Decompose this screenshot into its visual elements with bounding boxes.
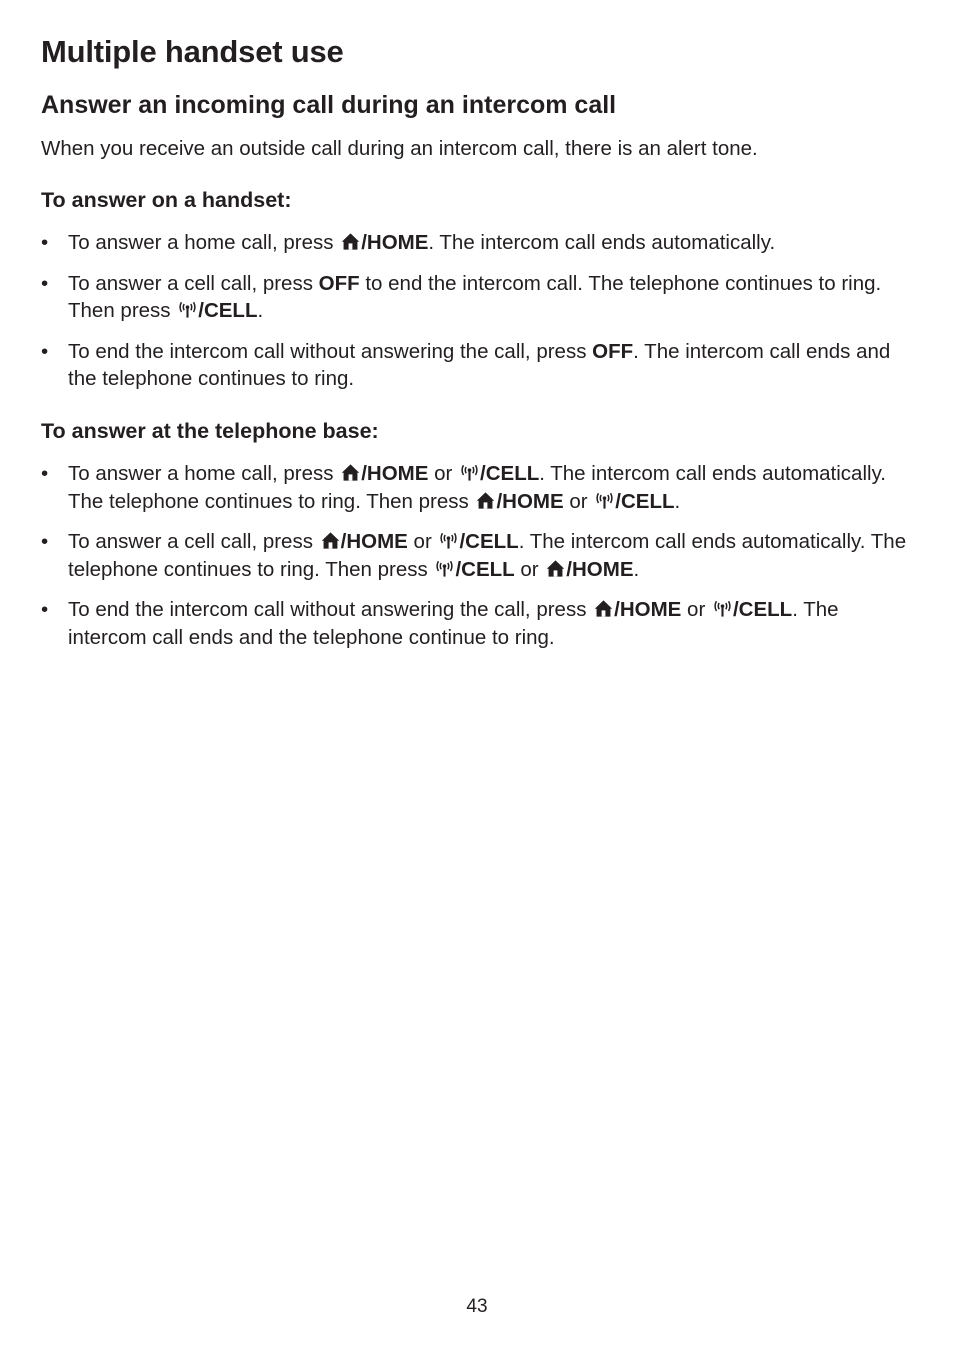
list-item: • To answer a cell call, press OFF to end the intercom call. The telephone continues to ring. Then press /CELL. [41,270,921,325]
cell-signal-icon [435,559,454,578]
cell-signal-icon [178,300,197,319]
page-title: Multiple handset use [41,34,344,69]
cell-signal-icon [713,599,732,618]
base-heading: To answer at the telephone base: [41,419,379,443]
page-number: 43 [466,1296,488,1317]
list-item: • To end the intercom call without answering the call, press /HOME or /CELL. The intercom call ends and the telephone continue to ring. [41,596,921,651]
home-icon [341,232,360,251]
list-item: • To answer a home call, press /HOME or /CELL. The intercom call ends automatically. The telephone continues to ring. Then press /HOME or /CELL. [41,460,921,515]
section-title: Answer an incoming call during an intercom call [41,91,617,119]
cell-signal-icon [460,463,479,482]
home-icon [594,599,613,618]
handset-heading: To answer on a handset: [41,188,292,212]
list-item: • To end the intercom call without answering the call, press OFF. The intercom call ends and the telephone continues to ring. [41,338,921,393]
base-instructions [41,460,921,664]
cell-signal-icon [439,531,458,550]
cell-signal-icon [595,491,614,510]
list-item: • To answer a cell call, press /HOME or /CELL. The intercom call ends automatically. The telephone continues to ring. Then press /CELL or /HOME. [41,528,921,583]
home-icon [546,559,565,578]
intro-paragraph: When you receive an outside call during an intercom call, there is an alert tone. [41,137,758,160]
home-icon [321,531,340,550]
list-item: • To answer a home call, press /HOME. The intercom call ends automatically. [41,229,921,257]
handset-instructions [41,229,921,406]
home-icon [341,463,360,482]
home-icon [476,491,495,510]
